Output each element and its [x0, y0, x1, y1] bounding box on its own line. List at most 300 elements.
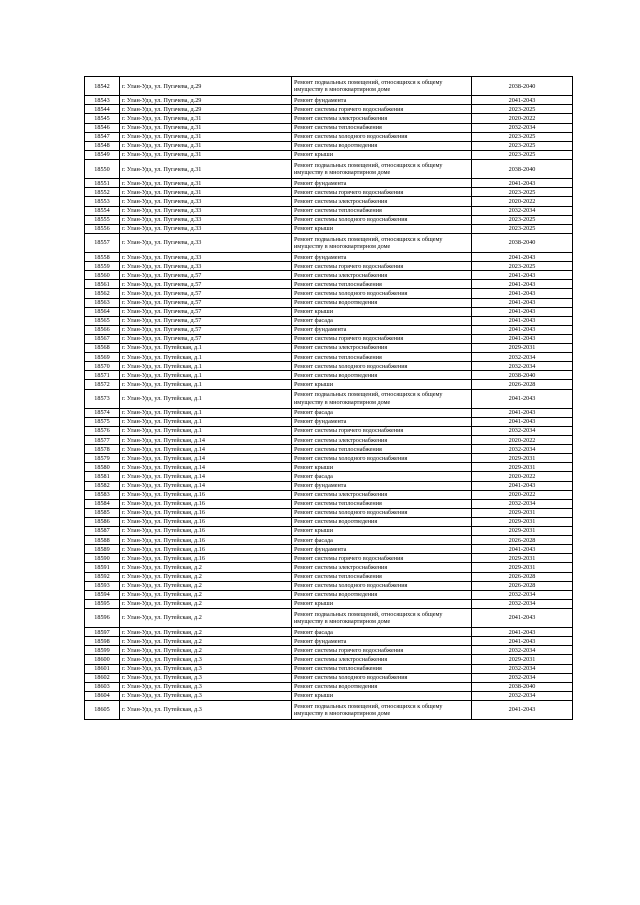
table-row	[85, 581, 573, 590]
work-type-cell: Ремонт системы холодного водоснабжения	[292, 454, 472, 463]
row-number-cell: 18581	[85, 472, 120, 481]
work-type-cell: Ремонт системы электроснабжения	[292, 655, 472, 664]
term-cell: 2041-2043	[472, 280, 573, 289]
address-cell: г. Улан-Удэ, ул. Пугачева, д.57	[120, 316, 292, 325]
row-number-cell: 18577	[85, 436, 120, 445]
address-cell: г. Улан-Удэ, ул. Путейская, д.3	[120, 655, 292, 664]
row-number-cell: 18590	[85, 554, 120, 563]
row-number-cell: 18593	[85, 581, 120, 590]
row-number-cell: 18597	[85, 628, 120, 637]
table-row	[85, 682, 573, 691]
row-number-cell: 18580	[85, 463, 120, 472]
work-type-cell: Ремонт системы теплоснабжения	[292, 280, 472, 289]
address-cell: г. Улан-Удэ, ул. Путейская, д.1	[120, 371, 292, 380]
row-number-cell: 18586	[85, 517, 120, 526]
work-type-cell: Ремонт подвальных помещений, относящихся к общему имуществу в многоквартирном доме	[292, 389, 472, 408]
row-number-cell: 18582	[85, 481, 120, 490]
address-cell: г. Улан-Удэ, ул. Путейская, д.1	[120, 417, 292, 426]
table-row	[85, 233, 573, 252]
row-number-cell: 18591	[85, 563, 120, 572]
table-row	[85, 646, 573, 655]
work-type-cell: Ремонт системы водоотведения	[292, 298, 472, 307]
work-type-cell: Ремонт системы холодного водоснабжения	[292, 508, 472, 517]
table-row	[85, 325, 573, 334]
address-cell: г. Улан-Удэ, ул. Пугачева, д.57	[120, 307, 292, 316]
row-number-cell: 18563	[85, 298, 120, 307]
address-cell: г. Улан-Удэ, ул. Путейская, д.14	[120, 481, 292, 490]
table-row	[85, 554, 573, 563]
work-type-cell: Ремонт системы горячего водоснабжения	[292, 427, 472, 436]
address-cell: г. Улан-Удэ, ул. Путейская, д.16	[120, 545, 292, 554]
table-row	[85, 105, 573, 114]
work-type-cell: Ремонт фундамента	[292, 96, 472, 105]
work-type-cell: Ремонт крыши	[292, 527, 472, 536]
work-type-cell: Ремонт системы теплоснабжения	[292, 123, 472, 132]
work-type-cell: Ремонт системы теплоснабжения	[292, 572, 472, 581]
table-row	[85, 289, 573, 298]
table-row	[85, 545, 573, 554]
term-cell: 2041-2043	[472, 608, 573, 627]
work-type-cell: Ремонт системы электроснабжения	[292, 563, 472, 572]
work-type-cell: Ремонт крыши	[292, 150, 472, 159]
term-cell: 2029-2031	[472, 517, 573, 526]
work-type-cell: Ремонт крыши	[292, 224, 472, 233]
row-number-cell: 18601	[85, 664, 120, 673]
address-cell: г. Улан-Удэ, ул. Путейская, д.2	[120, 637, 292, 646]
table-row	[85, 417, 573, 426]
row-number-cell: 18572	[85, 380, 120, 389]
work-type-cell: Ремонт системы горячего водоснабжения	[292, 105, 472, 114]
address-cell: г. Улан-Удэ, ул. Путейская, д.3	[120, 673, 292, 682]
work-type-cell: Ремонт системы водоотведения	[292, 682, 472, 691]
work-type-cell: Ремонт системы горячего водоснабжения	[292, 646, 472, 655]
work-type-cell: Ремонт фасада	[292, 472, 472, 481]
address-cell: г. Улан-Удэ, ул. Пугачева, д.33	[120, 253, 292, 262]
term-cell: 2020-2022	[472, 472, 573, 481]
term-cell: 2038-2040	[472, 682, 573, 691]
table-row	[85, 371, 573, 380]
work-type-cell: Ремонт системы электроснабжения	[292, 344, 472, 353]
table-row	[85, 77, 573, 96]
table-row	[85, 436, 573, 445]
term-cell: 2038-2040	[472, 77, 573, 96]
term-cell: 2023-2025	[472, 132, 573, 141]
address-cell: г. Улан-Удэ, ул. Пугачева, д.33	[120, 206, 292, 215]
table-row	[85, 472, 573, 481]
work-type-cell: Ремонт фундамента	[292, 325, 472, 334]
table-row	[85, 280, 573, 289]
address-cell: г. Улан-Удэ, ул. Путейская, д.3	[120, 664, 292, 673]
row-number-cell: 18567	[85, 334, 120, 343]
row-number-cell: 18599	[85, 646, 120, 655]
work-type-cell: Ремонт фундамента	[292, 417, 472, 426]
term-cell: 2026-2028	[472, 380, 573, 389]
term-cell: 2041-2043	[472, 316, 573, 325]
capital-repair-table	[84, 76, 573, 720]
term-cell: 2023-2025	[472, 105, 573, 114]
address-cell: г. Улан-Удэ, ул. Путейская, д.16	[120, 508, 292, 517]
row-number-cell: 18570	[85, 362, 120, 371]
row-number-cell: 18587	[85, 527, 120, 536]
table-row	[85, 389, 573, 408]
row-number-cell: 18549	[85, 150, 120, 159]
table-row	[85, 316, 573, 325]
row-number-cell: 18576	[85, 427, 120, 436]
address-cell: г. Улан-Удэ, ул. Путейская, д.3	[120, 700, 292, 719]
term-cell: 2041-2043	[472, 408, 573, 417]
table-row	[85, 408, 573, 417]
row-number-cell: 18595	[85, 599, 120, 608]
work-type-cell: Ремонт системы теплоснабжения	[292, 499, 472, 508]
work-type-cell: Ремонт системы теплоснабжения	[292, 445, 472, 454]
table-row	[85, 481, 573, 490]
work-type-cell: Ремонт системы электроснабжения	[292, 490, 472, 499]
table-row	[85, 427, 573, 436]
term-cell: 2041-2043	[472, 628, 573, 637]
address-cell: г. Улан-Удэ, ул. Пугачева, д.57	[120, 280, 292, 289]
address-cell: г. Улан-Удэ, ул. Путейская, д.14	[120, 463, 292, 472]
table-row	[85, 608, 573, 627]
address-cell: г. Улан-Удэ, ул. Путейская, д.14	[120, 472, 292, 481]
table-row	[85, 271, 573, 280]
work-type-cell: Ремонт фундамента	[292, 637, 472, 646]
address-cell: г. Улан-Удэ, ул. Пугачева, д.33	[120, 224, 292, 233]
address-cell: г. Улан-Удэ, ул. Путейская, д.2	[120, 646, 292, 655]
row-number-cell: 18584	[85, 499, 120, 508]
work-type-cell: Ремонт фундамента	[292, 481, 472, 490]
row-number-cell: 18604	[85, 691, 120, 700]
work-type-cell: Ремонт крыши	[292, 599, 472, 608]
row-number-cell: 18575	[85, 417, 120, 426]
work-type-cell: Ремонт системы горячего водоснабжения	[292, 334, 472, 343]
term-cell: 2041-2043	[472, 179, 573, 188]
term-cell: 2029-2031	[472, 563, 573, 572]
term-cell: 2026-2028	[472, 572, 573, 581]
address-cell: г. Улан-Удэ, ул. Пугачева, д.29	[120, 105, 292, 114]
term-cell: 2032-2034	[472, 590, 573, 599]
row-number-cell: 18600	[85, 655, 120, 664]
work-type-cell: Ремонт системы горячего водоснабжения	[292, 554, 472, 563]
work-type-cell: Ремонт фасада	[292, 628, 472, 637]
row-number-cell: 18566	[85, 325, 120, 334]
address-cell: г. Улан-Удэ, ул. Путейская, д.16	[120, 536, 292, 545]
address-cell: г. Улан-Удэ, ул. Путейская, д.16	[120, 527, 292, 536]
table-row	[85, 353, 573, 362]
row-number-cell: 18592	[85, 572, 120, 581]
row-number-cell: 18559	[85, 262, 120, 271]
table-row	[85, 334, 573, 343]
row-number-cell: 18602	[85, 673, 120, 682]
term-cell: 2032-2034	[472, 445, 573, 454]
address-cell: г. Улан-Удэ, ул. Пугачева, д.31	[120, 179, 292, 188]
table-body	[85, 77, 573, 720]
row-number-cell: 18594	[85, 590, 120, 599]
address-cell: г. Улан-Удэ, ул. Путейская, д.1	[120, 427, 292, 436]
address-cell: г. Улан-Удэ, ул. Пугачева, д.29	[120, 77, 292, 96]
table-row	[85, 628, 573, 637]
row-number-cell: 18550	[85, 159, 120, 178]
term-cell: 2032-2034	[472, 427, 573, 436]
work-type-cell: Ремонт системы теплоснабжения	[292, 353, 472, 362]
row-number-cell: 18589	[85, 545, 120, 554]
term-cell: 2023-2025	[472, 262, 573, 271]
work-type-cell: Ремонт фасада	[292, 536, 472, 545]
term-cell: 2023-2025	[472, 150, 573, 159]
row-number-cell: 18561	[85, 280, 120, 289]
row-number-cell: 18605	[85, 700, 120, 719]
row-number-cell: 18545	[85, 114, 120, 123]
work-type-cell: Ремонт крыши	[292, 463, 472, 472]
term-cell: 2041-2043	[472, 289, 573, 298]
term-cell: 2029-2031	[472, 463, 573, 472]
address-cell: г. Улан-Удэ, ул. Пугачева, д.31	[120, 188, 292, 197]
address-cell: г. Улан-Удэ, ул. Путейская, д.16	[120, 517, 292, 526]
table-row	[85, 307, 573, 316]
term-cell: 2041-2043	[472, 481, 573, 490]
term-cell: 2038-2040	[472, 233, 573, 252]
address-cell: г. Улан-Удэ, ул. Пугачева, д.31	[120, 150, 292, 159]
table-row	[85, 150, 573, 159]
work-type-cell: Ремонт системы холодного водоснабжения	[292, 132, 472, 141]
table-row	[85, 637, 573, 646]
work-type-cell: Ремонт системы теплоснабжения	[292, 664, 472, 673]
row-number-cell: 18548	[85, 141, 120, 150]
row-number-cell: 18569	[85, 353, 120, 362]
term-cell: 2041-2043	[472, 307, 573, 316]
work-type-cell: Ремонт подвальных помещений, относящихся к общему имуществу в многоквартирном доме	[292, 700, 472, 719]
work-type-cell: Ремонт системы холодного водоснабжения	[292, 362, 472, 371]
address-cell: г. Улан-Удэ, ул. Путейская, д.1	[120, 380, 292, 389]
row-number-cell: 18556	[85, 224, 120, 233]
term-cell: 2032-2034	[472, 353, 573, 362]
term-cell: 2023-2025	[472, 141, 573, 150]
address-cell: г. Улан-Удэ, ул. Путейская, д.16	[120, 554, 292, 563]
address-cell: г. Улан-Удэ, ул. Путейская, д.3	[120, 682, 292, 691]
term-cell: 2020-2022	[472, 436, 573, 445]
table-row	[85, 206, 573, 215]
address-cell: г. Улан-Удэ, ул. Путейская, д.14	[120, 454, 292, 463]
work-type-cell: Ремонт подвальных помещений, относящихся к общему имуществу в многоквартирном доме	[292, 77, 472, 96]
table-row	[85, 454, 573, 463]
address-cell: г. Улан-Удэ, ул. Пугачева, д.29	[120, 96, 292, 105]
row-number-cell: 18552	[85, 188, 120, 197]
table-row	[85, 572, 573, 581]
term-cell: 2041-2043	[472, 637, 573, 646]
table-row	[85, 362, 573, 371]
table-row	[85, 215, 573, 224]
term-cell: 2029-2031	[472, 554, 573, 563]
address-cell: г. Улан-Удэ, ул. Пугачева, д.31	[120, 123, 292, 132]
table-row	[85, 463, 573, 472]
term-cell: 2032-2034	[472, 646, 573, 655]
term-cell: 2041-2043	[472, 271, 573, 280]
address-cell: г. Улан-Удэ, ул. Пугачева, д.31	[120, 159, 292, 178]
row-number-cell: 18546	[85, 123, 120, 132]
row-number-cell: 18578	[85, 445, 120, 454]
work-type-cell: Ремонт системы горячего водоснабжения	[292, 188, 472, 197]
work-type-cell: Ремонт системы водоотведения	[292, 517, 472, 526]
work-type-cell: Ремонт системы холодного водоснабжения	[292, 289, 472, 298]
work-type-cell: Ремонт системы электроснабжения	[292, 271, 472, 280]
term-cell: 2032-2034	[472, 664, 573, 673]
term-cell: 2026-2028	[472, 581, 573, 590]
address-cell: г. Улан-Удэ, ул. Пугачева, д.31	[120, 132, 292, 141]
address-cell: г. Улан-Удэ, ул. Путейская, д.2	[120, 590, 292, 599]
row-number-cell: 18542	[85, 77, 120, 96]
term-cell: 2041-2043	[472, 325, 573, 334]
work-type-cell: Ремонт системы водоотведения	[292, 141, 472, 150]
address-cell: г. Улан-Удэ, ул. Путейская, д.2	[120, 572, 292, 581]
term-cell: 2041-2043	[472, 253, 573, 262]
work-type-cell: Ремонт системы электроснабжения	[292, 197, 472, 206]
address-cell: г. Улан-Удэ, ул. Пугачева, д.57	[120, 271, 292, 280]
table-row	[85, 262, 573, 271]
term-cell: 2029-2031	[472, 527, 573, 536]
row-number-cell: 18558	[85, 253, 120, 262]
work-type-cell: Ремонт системы электроснабжения	[292, 436, 472, 445]
row-number-cell: 18571	[85, 371, 120, 380]
term-cell: 2038-2040	[472, 159, 573, 178]
address-cell: г. Улан-Удэ, ул. Пугачева, д.57	[120, 334, 292, 343]
table-row	[85, 445, 573, 454]
term-cell: 2023-2025	[472, 215, 573, 224]
table-row	[85, 517, 573, 526]
term-cell: 2020-2022	[472, 114, 573, 123]
term-cell: 2020-2022	[472, 490, 573, 499]
address-cell: г. Улан-Удэ, ул. Путейская, д.2	[120, 628, 292, 637]
row-number-cell: 18557	[85, 233, 120, 252]
row-number-cell: 18547	[85, 132, 120, 141]
term-cell: 2032-2034	[472, 673, 573, 682]
address-cell: г. Улан-Удэ, ул. Путейская, д.16	[120, 499, 292, 508]
term-cell: 2041-2043	[472, 96, 573, 105]
work-type-cell: Ремонт системы водоотведения	[292, 590, 472, 599]
term-cell: 2029-2031	[472, 508, 573, 517]
row-number-cell: 18564	[85, 307, 120, 316]
row-number-cell: 18553	[85, 197, 120, 206]
address-cell: г. Улан-Удэ, ул. Путейская, д.14	[120, 445, 292, 454]
term-cell: 2032-2034	[472, 599, 573, 608]
table-row	[85, 664, 573, 673]
row-number-cell: 18568	[85, 344, 120, 353]
work-type-cell: Ремонт крыши	[292, 380, 472, 389]
table-row	[85, 96, 573, 105]
term-cell: 2041-2043	[472, 700, 573, 719]
row-number-cell: 18562	[85, 289, 120, 298]
work-type-cell: Ремонт системы горячего водоснабжения	[292, 262, 472, 271]
address-cell: г. Улан-Удэ, ул. Путейская, д.1	[120, 408, 292, 417]
work-type-cell: Ремонт системы водоотведения	[292, 371, 472, 380]
table-row	[85, 499, 573, 508]
term-cell: 2041-2043	[472, 389, 573, 408]
work-type-cell: Ремонт крыши	[292, 691, 472, 700]
row-number-cell: 18603	[85, 682, 120, 691]
term-cell: 2032-2034	[472, 499, 573, 508]
term-cell: 2041-2043	[472, 417, 573, 426]
table-row	[85, 344, 573, 353]
term-cell: 2032-2034	[472, 362, 573, 371]
work-type-cell: Ремонт фундамента	[292, 179, 472, 188]
work-type-cell: Ремонт подвальных помещений, относящихся к общему имуществу в многоквартирном доме	[292, 159, 472, 178]
table-row	[85, 179, 573, 188]
work-type-cell: Ремонт фундамента	[292, 545, 472, 554]
work-type-cell: Ремонт фасада	[292, 408, 472, 417]
term-cell: 2023-2025	[472, 188, 573, 197]
address-cell: г. Улан-Удэ, ул. Путейская, д.2	[120, 599, 292, 608]
row-number-cell: 18544	[85, 105, 120, 114]
row-number-cell: 18554	[85, 206, 120, 215]
table-row	[85, 298, 573, 307]
table-row	[85, 132, 573, 141]
table-row	[85, 253, 573, 262]
row-number-cell: 18583	[85, 490, 120, 499]
table-row	[85, 673, 573, 682]
row-number-cell: 18574	[85, 408, 120, 417]
table-row	[85, 691, 573, 700]
work-type-cell: Ремонт системы холодного водоснабжения	[292, 581, 472, 590]
term-cell: 2023-2025	[472, 224, 573, 233]
address-cell: г. Улан-Удэ, ул. Путейская, д.2	[120, 608, 292, 627]
row-number-cell: 18555	[85, 215, 120, 224]
address-cell: г. Улан-Удэ, ул. Пугачева, д.33	[120, 215, 292, 224]
address-cell: г. Улан-Удэ, ул. Пугачева, д.33	[120, 262, 292, 271]
term-cell: 2032-2034	[472, 206, 573, 215]
row-number-cell: 18585	[85, 508, 120, 517]
address-cell: г. Улан-Удэ, ул. Пугачева, д.57	[120, 298, 292, 307]
term-cell: 2041-2043	[472, 334, 573, 343]
term-cell: 2038-2040	[472, 371, 573, 380]
table-row	[85, 141, 573, 150]
address-cell: г. Улан-Удэ, ул. Пугачева, д.33	[120, 233, 292, 252]
address-cell: г. Улан-Удэ, ул. Пугачева, д.31	[120, 141, 292, 150]
work-type-cell: Ремонт подвальных помещений, относящихся к общему имуществу в многоквартирном доме	[292, 233, 472, 252]
address-cell: г. Улан-Удэ, ул. Путейская, д.1	[120, 344, 292, 353]
address-cell: г. Улан-Удэ, ул. Путейская, д.1	[120, 389, 292, 408]
term-cell: 2041-2043	[472, 545, 573, 554]
row-number-cell: 18588	[85, 536, 120, 545]
term-cell: 2029-2031	[472, 454, 573, 463]
address-cell: г. Улан-Удэ, ул. Пугачева, д.33	[120, 197, 292, 206]
work-type-cell: Ремонт фасада	[292, 316, 472, 325]
table-row	[85, 188, 573, 197]
row-number-cell: 18543	[85, 96, 120, 105]
work-type-cell: Ремонт системы холодного водоснабжения	[292, 215, 472, 224]
table-row	[85, 123, 573, 132]
work-type-cell: Ремонт системы холодного водоснабжения	[292, 673, 472, 682]
term-cell: 2020-2022	[472, 197, 573, 206]
term-cell: 2029-2031	[472, 655, 573, 664]
address-cell: г. Улан-Удэ, ул. Путейская, д.16	[120, 490, 292, 499]
row-number-cell: 18596	[85, 608, 120, 627]
work-type-cell: Ремонт системы электроснабжения	[292, 114, 472, 123]
address-cell: г. Улан-Удэ, ул. Путейская, д.14	[120, 436, 292, 445]
table-row	[85, 508, 573, 517]
table-row	[85, 197, 573, 206]
address-cell: г. Улан-Удэ, ул. Путейская, д.2	[120, 581, 292, 590]
term-cell: 2032-2034	[472, 123, 573, 132]
row-number-cell: 18579	[85, 454, 120, 463]
term-cell: 2026-2028	[472, 536, 573, 545]
table-row	[85, 536, 573, 545]
table-row	[85, 655, 573, 664]
work-type-cell: Ремонт крыши	[292, 307, 472, 316]
table-row	[85, 599, 573, 608]
term-cell: 2029-2031	[472, 344, 573, 353]
work-type-cell: Ремонт системы теплоснабжения	[292, 206, 472, 215]
table-row	[85, 114, 573, 123]
table-row	[85, 159, 573, 178]
table-row	[85, 224, 573, 233]
